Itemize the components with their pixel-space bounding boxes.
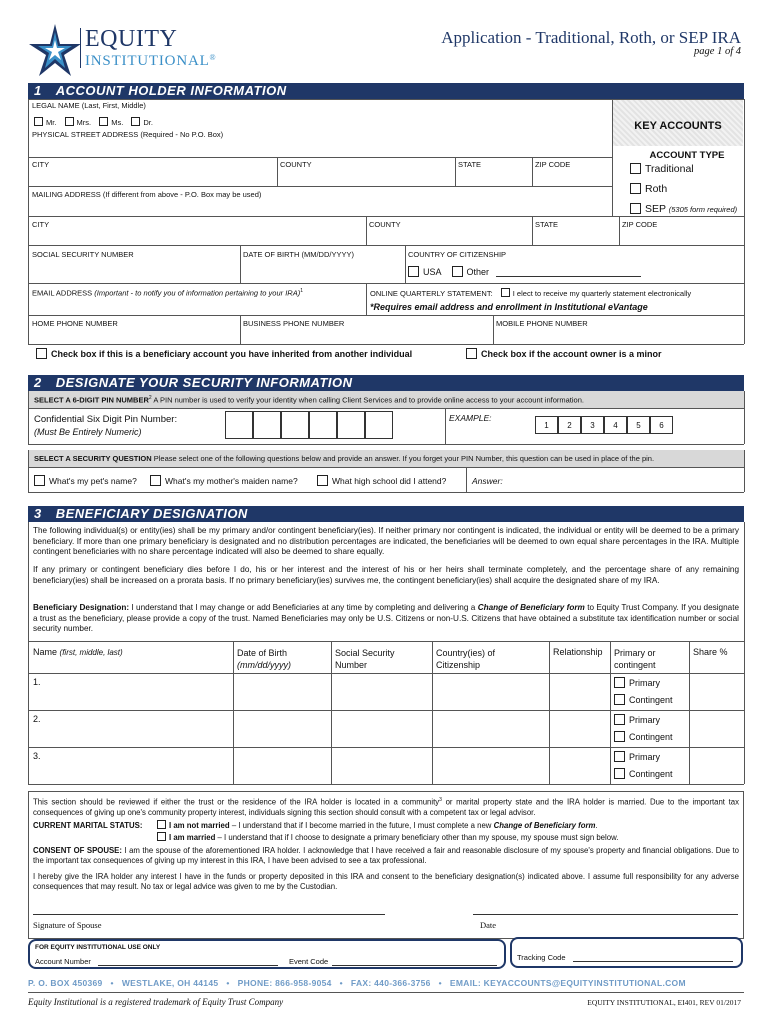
minor-account-option[interactable]: Check box if the account owner is a minor [466,348,662,359]
checkbox[interactable] [36,348,47,359]
married-option[interactable]: I am married – I understand that if I choose to designate a primary beneficiary other than my spouse, my spouse must sign below. [157,832,618,842]
spouse-intro: This section should be reviewed if either the trust or the residence of the IRA holder is located in a community$^3$ or marital property state and the IRA holder is married. Due to the important tax consequences of giving up one's community property interest, individuals signing this section should consult with a competent tax or legal advisor. [33,797,739,817]
checkbox[interactable] [630,203,641,214]
beneficiary-account-option[interactable]: Check box if this is a beneficiary account you have inherited from another individual [36,348,412,359]
section-2-header: 2 DESIGNATE YOUR SECURITY INFORMATION [28,375,744,391]
form-id: EQUITY INSTITUTIONAL, EI401, REV 01/2017 [587,998,741,1007]
pin-digit-3[interactable] [281,411,309,439]
row-1-primary[interactable]: Primary [614,677,660,688]
city-label: CITY [32,160,50,169]
column-header-dob: Date of Birth (mm/dd/yyyy) [237,648,291,670]
citizenship-usa[interactable]: USA [408,267,441,277]
checkbox[interactable] [65,117,74,126]
row-3-primary[interactable]: Primary [614,751,660,762]
zip-label: ZIP CODE [535,160,571,169]
citizenship-other-line[interactable] [496,276,641,277]
mailing-zip-label: ZIP CODE [622,220,658,229]
brand-subtitle: INSTITUTIONAL [85,53,210,69]
account-type-sep[interactable]: SEP (5305 form required) [630,203,737,215]
mailing-county-label: COUNTY [369,220,401,229]
checkbox[interactable] [614,768,625,779]
account-type-traditional[interactable]: Traditional [630,163,694,175]
table-row: 1. [33,677,41,687]
checkbox[interactable] [408,266,419,277]
column-header-share: Share % [693,647,728,657]
pin-instructions: SELECT A 6-DIGIT PIN NUMBER$^2$ A PIN number is used to verify your identity when calling Client Services and to provide online access to your account information. [34,395,584,405]
example-digit: 5 [627,416,650,434]
tracking-code-label: Tracking Code [517,953,566,962]
mobile-phone-label: MOBILE PHONE NUMBER [496,319,588,328]
consent-of-spouse: CONSENT OF SPOUSE: I am the spouse of the aforementioned IRA holder. I acknowledge that I have received a fair and reasonable disclosure of my spouse's property and financial obligations. Due to the important tax consequences of giving up my interest in this IRA, I have been advised to see a tax professional. [33,846,739,865]
brand-name: EQUITY [85,26,178,52]
evantage-note: *Requires email address and enrollment in Institutional eVantage [370,302,648,312]
security-question-instructions: SELECT A SECURITY QUESTION Please select one of the following questions below and provide an answer. If you forget your PIN Number, this question can be used in place of the pin. [34,454,655,463]
event-code-label: Event Code [289,957,329,966]
tracking-code-line[interactable] [573,961,733,962]
salutation-dr[interactable]: Dr. [131,118,153,127]
online-statement: ONLINE QUARTERLY STATEMENT: I elect to receive my quarterly statement electronically [370,289,692,298]
account-number-label: Account Number [35,957,91,966]
pin-digit-5[interactable] [337,411,365,439]
salutation-mr[interactable]: Mr. [34,118,56,127]
pin-digit-4[interactable] [309,411,337,439]
example-digit: 2 [558,416,581,434]
citizenship-label: COUNTRY OF CITIZENSHIP [408,250,507,259]
row-2-primary[interactable]: Primary [614,714,660,725]
office-use-title: FOR EQUITY INSTITUTIONAL USE ONLY [35,944,161,951]
pin-digit-2[interactable] [253,411,281,439]
column-header-ssn: Social Security Number [335,648,395,670]
salutation-ms[interactable]: Ms. [99,118,123,127]
security-question-pet[interactable]: What's my pet's name? [34,475,137,486]
account-type-roth[interactable]: Roth [630,183,667,195]
row-1-contingent[interactable]: Contingent [614,694,673,705]
checkbox[interactable] [614,694,625,705]
not-married-option[interactable]: I am not married – I understand that if I become married in the future, I must complete a new Change of Beneficiary form. [157,820,598,830]
checkbox[interactable] [630,163,641,174]
spouse-signature-label: Signature of Spouse [33,920,102,930]
checkbox[interactable] [466,348,477,359]
citizenship-other[interactable]: Other [452,267,490,277]
county-label: COUNTY [280,160,312,169]
beneficiary-paragraph-3: Beneficiary Designation: I understand that I may change or add Beneficiaries at any time by completing and delivering a Change of Beneficiary form to Equity Trust Company. If you designate a trust as the beneficiary, please provide a copy of the trust. Named Beneficiaries may only be U.S. Citizens or non-U.S. Citizens that have obtained a substitute tax identification number or social security number. [33,603,740,633]
checkbox[interactable] [452,266,463,277]
spouse-signature-line[interactable] [33,914,385,915]
example-digit: 6 [650,416,673,434]
row-3-contingent[interactable]: Contingent [614,768,673,779]
column-header-citizenship: Country(ies) of Citizenship [436,648,496,670]
salutation-mrs[interactable]: Mrs. [65,118,92,127]
checkbox[interactable] [157,832,166,841]
column-header-relationship: Relationship [553,647,603,657]
page-number: page 1 of 4 [694,46,741,57]
beneficiary-paragraph-2: If any primary or contingent beneficiary dies before I do, his or her interest and the interest of his or her heirs shall terminate completely, and the percentage share of any remaining beneficiary(ies) shall be increased on a prorata basis. If no primary beneficiary(ies) survives me, the contingent beneficiary(ies) shall acquire the designated share of my IRA. [33,565,739,585]
answer-label: Answer: [472,476,503,486]
checkbox[interactable] [614,751,625,762]
marital-status-label: CURRENT MARITAL STATUS: [33,821,143,830]
spouse-date-line[interactable] [473,914,738,915]
column-header-name: Name (first, middle, last) [33,647,123,657]
section-3-header: 3 BENEFICIARY DESIGNATION [28,506,744,522]
checkbox[interactable] [614,677,625,688]
mailing-state-label: STATE [535,220,559,229]
checkbox[interactable] [34,117,43,126]
key-accounts-label: KEY ACCOUNTS [634,120,722,132]
column-header-primary: Primary or contingent [614,648,656,670]
online-statement-checkbox[interactable] [501,288,510,297]
pin-digit-6[interactable] [365,411,393,439]
beneficiary-paragraph-1: The following individual(s) or entity(ies) shall be my primary and/or contingent beneficiary(ies). If neither primary nor contingent is indicated, the individual or entity will be deemed to be a primary beneficiary. If more than one primary beneficiary is designated and no distribution percentages are indicated, the beneficiaries will be deemed to own equal share percentages in the IRA. Multiple contingent beneficiaries with no share percentage indicated will also be deemed to share equally. [33,526,739,556]
checkbox[interactable] [630,183,641,194]
checkbox[interactable] [614,731,625,742]
row-2-contingent[interactable]: Contingent [614,731,673,742]
security-question-high-school[interactable]: What high school did I attend? [317,475,446,486]
checkbox[interactable] [157,820,166,829]
table-row: 3. [33,751,41,761]
event-code-line[interactable] [332,965,497,966]
street-label: PHYSICAL STREET ADDRESS (Required - No P.O. Box) [32,130,224,139]
checkbox[interactable] [99,117,108,126]
spouse-date-label: Date [480,920,497,930]
footer-divider [28,992,744,993]
checkbox[interactable] [317,475,328,486]
brand-trademark: ® [209,53,217,62]
account-number-line[interactable] [98,965,278,966]
legal-name-label: LEGAL NAME (Last, First, Middle) [32,101,146,110]
example-digit: 3 [581,416,604,434]
business-phone-label: BUSINESS PHONE NUMBER [243,319,345,328]
email-label: EMAIL ADDRESS (Important - to notify you of information pertaining to your IRA)$^1$ [32,288,303,298]
dob-label: DATE OF BIRTH (MM/DD/YYYY) [243,250,354,259]
account-type-label: ACCOUNT TYPE [649,150,725,161]
home-phone-label: HOME PHONE NUMBER [32,319,118,328]
security-question-maiden-name[interactable]: What's my mother's maiden name? [150,475,298,486]
table-row: 2. [33,714,41,724]
pin-note: (Must Be Entirely Numeric) [34,427,142,437]
mailing-address-label: MAILING ADDRESS (If different from above - P.O. Box may be used) [32,190,262,199]
pin-digit-1[interactable] [225,411,253,439]
contact-footer: P. O. BOX 450369 • WESTLAKE, OH 44145 • PHONE: 866-958-9054 • FAX: 440-366-3756 • EMAIL: KEYACCOUNTS@EQUITYINSTITUTIONAL.COM [28,978,686,988]
example-digit: 1 [535,416,558,434]
checkbox[interactable] [131,117,140,126]
ssn-label: SOCIAL SECURITY NUMBER [32,250,134,259]
spouse-waiver: I hereby give the IRA holder any interest I have in the funds or property deposited in this IRA and consent to the beneficiary designation(s) indicated above. I assume full responsibility for any adverse consequences that may result. No tax or legal advice was given to me by the Custodian. [33,872,739,891]
star-logo-icon [27,22,83,78]
example-digit: 4 [604,416,627,434]
checkbox[interactable] [614,714,625,725]
example-label: EXAMPLE: [449,413,492,423]
state-label: STATE [458,160,482,169]
section-1-header: 1 ACCOUNT HOLDER INFORMATION [28,83,744,99]
citizenship-options [408,266,489,277]
pin-label: Confidential Six Digit Pin Number: [34,414,178,425]
page-title: Application - Traditional, Roth, or SEP IRA [441,28,741,47]
checkbox[interactable] [34,475,45,486]
trademark-note: Equity Institutional is a registered trademark of Equity Trust Company [28,997,284,1007]
checkbox[interactable] [150,475,161,486]
salutation-group [34,117,153,127]
mailing-city-label: CITY [32,220,50,229]
